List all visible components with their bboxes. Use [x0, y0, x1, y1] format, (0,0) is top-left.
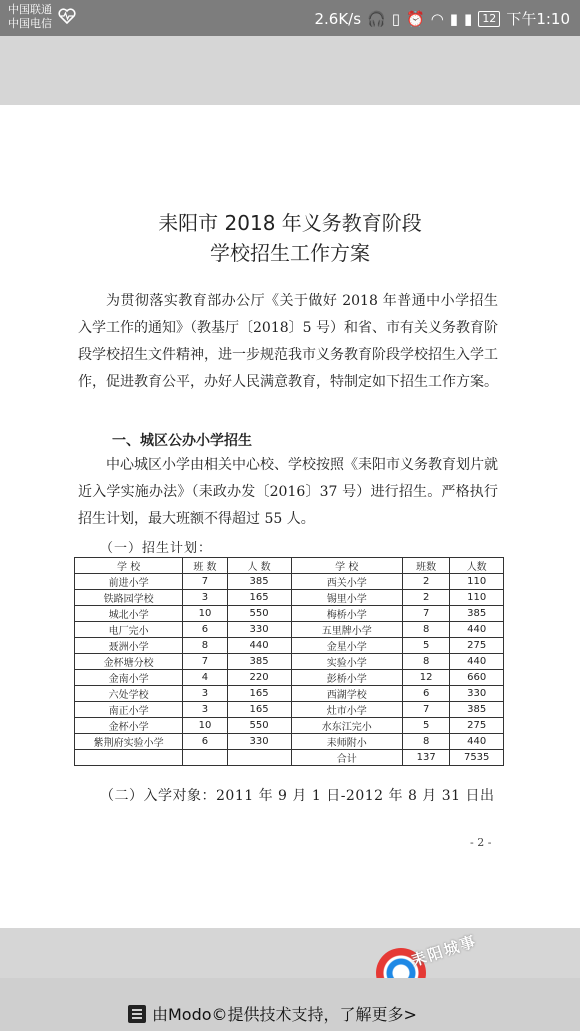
table-header-cell: 学 校 [75, 558, 183, 574]
table-cell [75, 750, 183, 766]
table-row [75, 702, 504, 718]
table-cell: 330 [227, 622, 291, 638]
document-icon [128, 1005, 146, 1023]
table-cell: 110 [450, 590, 504, 606]
table-cell: 7 [183, 574, 227, 590]
table-cell: 7535 [450, 750, 504, 766]
table-cell: 10 [183, 718, 227, 734]
clock: 下午1:10 [506, 10, 570, 28]
table-cell: 330 [450, 686, 504, 702]
table-cell: 7 [402, 606, 449, 622]
table-cell: 6 [183, 622, 227, 638]
table-row [75, 622, 504, 638]
table-cell: 锡里小学 [291, 590, 402, 606]
table-cell: 660 [450, 670, 504, 686]
table-cell: 3 [183, 702, 227, 718]
table-cell: 铁路园学校 [75, 590, 183, 606]
battery-icon: 12 [478, 11, 500, 27]
table-cell: 440 [227, 638, 291, 654]
intro-paragraph: 为贯彻落实教育部办公厅《关于做好 2018 年普通中小学招生入学工作的通知》（教基厅〔2018〕5 号）和省、市有关义务教育阶段学校招生文件精神，进一步规范我市义务教育阶段学校招生入学工作，促进教育公平，办好人民满意教育，特制定如下招生工作方案。 [78, 293, 498, 390]
plan-title: （一）招生计划： [100, 541, 213, 556]
table-cell: 6 [183, 734, 227, 750]
table-header-row [75, 558, 504, 574]
table-cell: 12 [402, 670, 449, 686]
table-cell: 440 [450, 622, 504, 638]
table-cell: 西湖学校 [291, 686, 402, 702]
page-number: - 2 - [470, 836, 492, 849]
table-row [75, 638, 504, 654]
table-cell: 水东江完小 [291, 718, 402, 734]
table-row [75, 686, 504, 702]
table-header-cell: 学 校 [291, 558, 402, 574]
table-cell: 聂洲小学 [75, 638, 183, 654]
table-cell: 275 [450, 718, 504, 734]
table-cell: 3 [183, 686, 227, 702]
table-cell: 165 [227, 590, 291, 606]
table-cell: 10 [183, 606, 227, 622]
table-cell: 6 [402, 686, 449, 702]
table-row [75, 718, 504, 734]
table-cell: 2 [402, 590, 449, 606]
table-cell: 8 [402, 734, 449, 750]
status-bar [0, 0, 580, 36]
table-cell: 7 [183, 654, 227, 670]
table-cell: 合计 [291, 750, 402, 766]
table-cell: 西关小学 [291, 574, 402, 590]
table-cell: 385 [227, 574, 291, 590]
table-cell: 4 [183, 670, 227, 686]
table-cell: 440 [450, 734, 504, 750]
vibrate-icon: ▯ [391, 9, 400, 28]
table-cell: 550 [227, 718, 291, 734]
table-cell: 5 [402, 718, 449, 734]
table-row [75, 734, 504, 750]
table-header-cell: 班数 [402, 558, 449, 574]
carrier-2: 中国电信 [8, 17, 52, 30]
table-cell: 耒师附小 [291, 734, 402, 750]
table-cell: 南正小学 [75, 702, 183, 718]
section-paragraph: 中心城区小学由相关中心校、学校按照《耒阳市义务教育划片就近入学实施办法》（耒政办发〔2016〕37 号）进行招生。严格执行招生计划，最大班额不得超过 55 人。 [78, 457, 498, 527]
table-cell [183, 750, 227, 766]
signal-icon: ▮ [449, 9, 459, 28]
carrier-1: 中国联通 [8, 3, 52, 16]
table-header-cell: 人数 [450, 558, 504, 574]
table-cell: 550 [227, 606, 291, 622]
document-page [0, 105, 580, 928]
enrollment-table [74, 557, 504, 766]
table-cell: 3 [183, 590, 227, 606]
table-cell: 彭桥小学 [291, 670, 402, 686]
table-row [75, 574, 504, 590]
table-cell: 金杯小学 [75, 718, 183, 734]
doc-title-line1: 耒阳市 2018 年义务教育阶段 [158, 211, 422, 235]
headset-icon: 🎧 [367, 9, 386, 28]
table-cell: 330 [227, 734, 291, 750]
section-heading: 一、城区公办小学招生 [112, 433, 252, 449]
table-cell: 实验小学 [291, 654, 402, 670]
table-cell: 5 [402, 638, 449, 654]
network-speed: 2.6K/s [314, 9, 362, 28]
modo-support-text: 由Modo©提供技术支持，了解更多> [152, 1005, 417, 1024]
table-cell: 前进小学 [75, 574, 183, 590]
table-row [75, 590, 504, 606]
wifi-icon: ◠ [430, 9, 444, 28]
table-cell: 440 [450, 654, 504, 670]
table-cell: 275 [450, 638, 504, 654]
table-cell: 385 [227, 654, 291, 670]
table-row [75, 670, 504, 686]
table-header-cell: 人 数 [227, 558, 291, 574]
alarm-icon: ⏰ [406, 9, 425, 28]
table-row [75, 606, 504, 622]
table-cell: 金星小学 [291, 638, 402, 654]
heart-rate-icon [58, 8, 76, 28]
table-cell: 城北小学 [75, 606, 183, 622]
doc-title-line2: 学校招生工作方案 [210, 241, 370, 265]
table-cell: 六处学校 [75, 686, 183, 702]
table-cell: 8 [402, 622, 449, 638]
table-cell: 7 [402, 702, 449, 718]
table-cell: 灶市小学 [291, 702, 402, 718]
table-header-cell: 班 数 [183, 558, 227, 574]
table-cell: 8 [402, 654, 449, 670]
table-row [75, 750, 504, 766]
signal-2-icon: ▮ [464, 9, 473, 28]
table-cell: 220 [227, 670, 291, 686]
modo-support-link[interactable] [128, 1002, 417, 1025]
table-cell: 8 [183, 638, 227, 654]
enroll-target-text: （二）入学对象：2011 年 9 月 1 日-2012 年 8 月 31 日出 [100, 788, 495, 804]
table-row [75, 654, 504, 670]
table-cell: 137 [402, 750, 449, 766]
table-cell: 385 [450, 606, 504, 622]
table-cell: 385 [450, 702, 504, 718]
table-cell: 金杯塘分校 [75, 654, 183, 670]
table-cell: 五里牌小学 [291, 622, 402, 638]
table-cell: 紫荆府实验小学 [75, 734, 183, 750]
table-cell: 2 [402, 574, 449, 590]
watermark-text: 耒阳城事 [409, 931, 480, 971]
table-cell: 165 [227, 686, 291, 702]
table-cell: 金南小学 [75, 670, 183, 686]
table-cell: 梅桥小学 [291, 606, 402, 622]
status-icons [314, 8, 570, 29]
table-body [75, 574, 504, 766]
carrier-names [8, 3, 52, 31]
table-cell: 电厂完小 [75, 622, 183, 638]
table-cell [227, 750, 291, 766]
table-cell: 110 [450, 574, 504, 590]
table-cell: 165 [227, 702, 291, 718]
bottom-bar [0, 978, 580, 1031]
